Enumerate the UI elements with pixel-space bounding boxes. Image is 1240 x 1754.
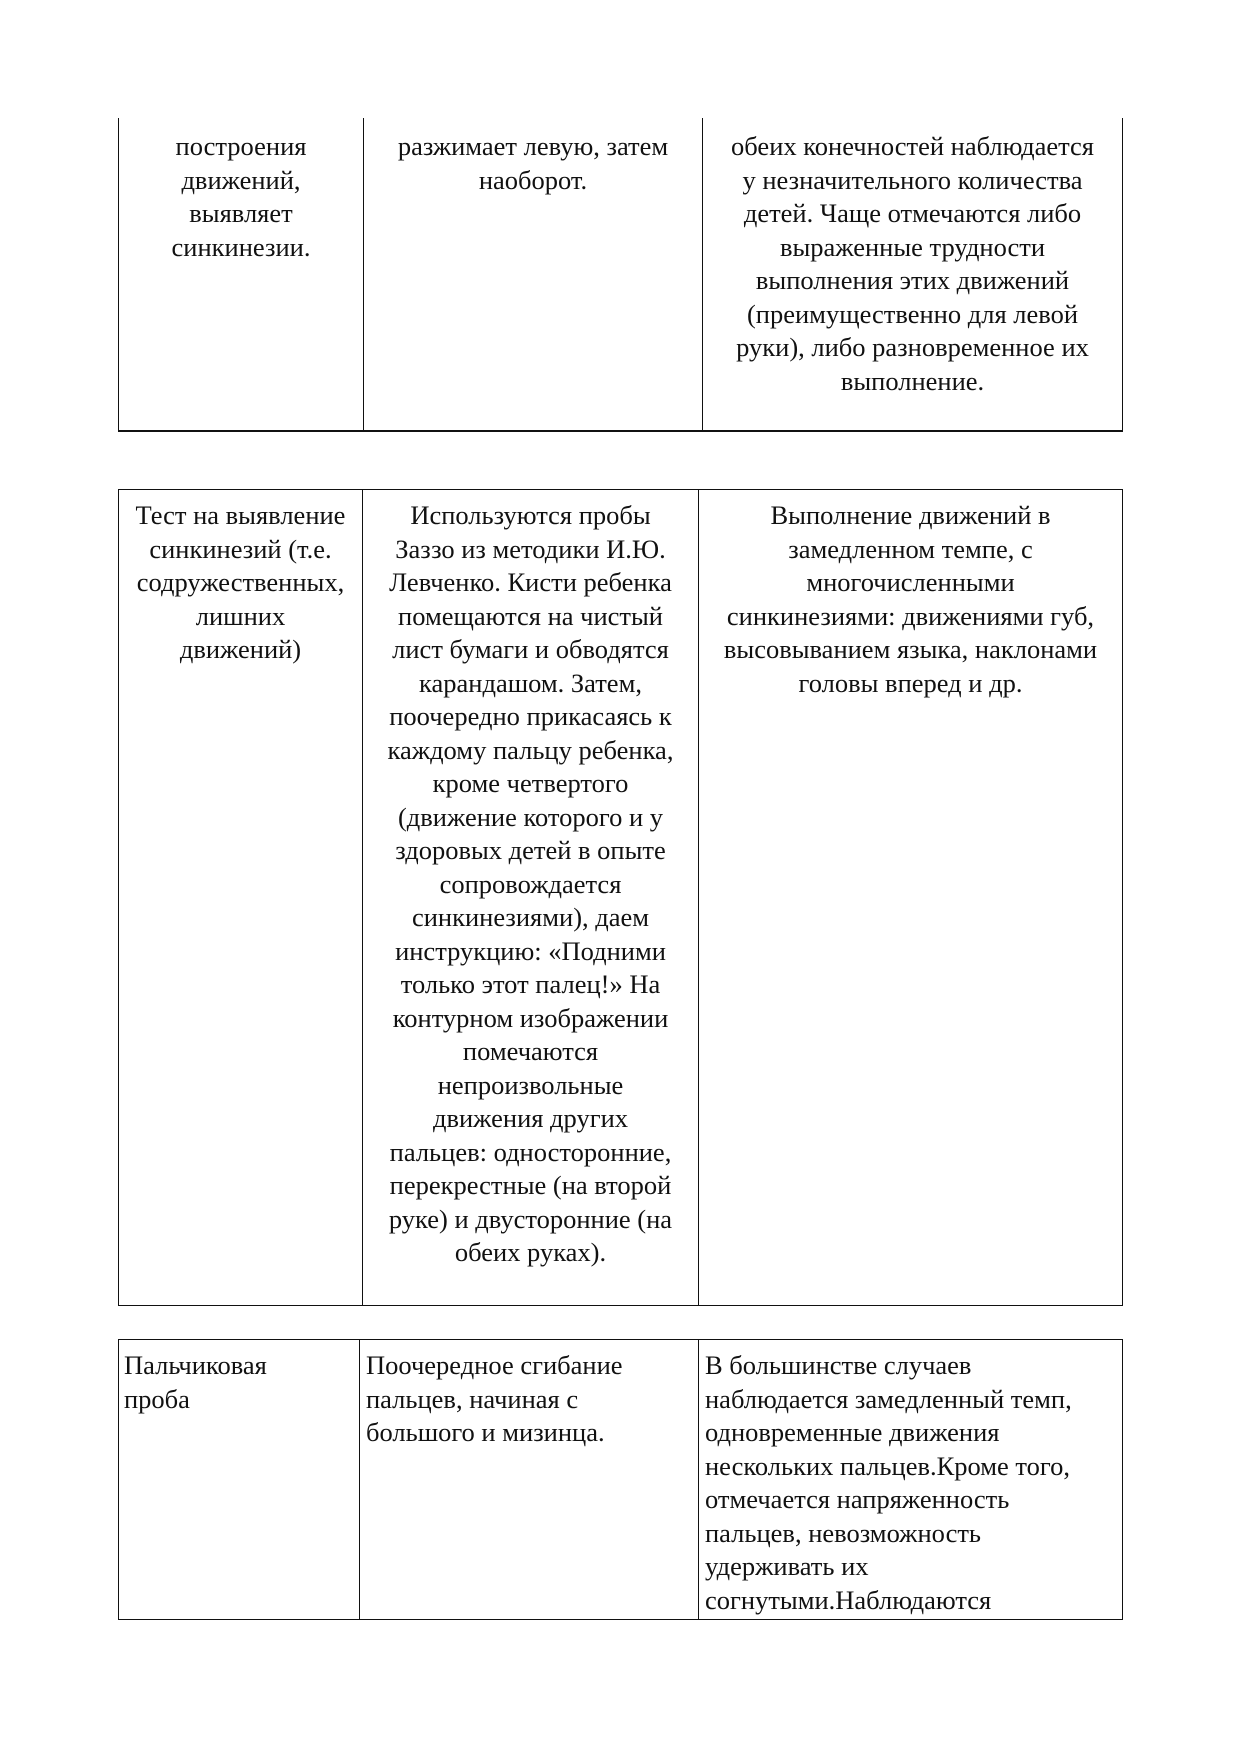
- table-synkinesis-test: [118, 489, 1123, 1306]
- cell-method: Используются пробы Заззо из методики И.Ю. Левченко. Кисти ребенка помещаются на чистый лист бумаги и обводятся карандашом. Затем, поочередно прикасаясь к каждому пальцу ребенка, кроме четвертого (движение которого и у здоровых детей в опыте сопровождается синкинезиями), даем инструкцию: «Подними только этот палец!» На контурном изображении помечаются непроизвольные движения других пальцев: односторонние, перекрестные (на второй руке) и двусторонние (на обеих руках).: [363, 490, 699, 1305]
- cell-test-name: Пальчиковая проба: [119, 1340, 360, 1619]
- cell-method: разжимает левую, затем наоборот.: [364, 118, 703, 430]
- cell-result: Выполнение движений в замедленном темпе, с многочисленными синкинезиями: движениями губ, высовыванием языка, наклонами головы вперед и др.: [723, 500, 1098, 698]
- cell-method: Поочередное сгибание пальцев, начиная с большого и мизинца.: [360, 1340, 699, 1619]
- cell-result: обеих конечностей наблюдается у незначительного количества детей. Чаще отмечаются либо выраженные трудности выполнения этих движений (преимущественно для левой руки), либо разновременное их выполнение.: [731, 131, 1094, 396]
- cell-result: В большинстве случаев наблюдается замедленный темп, одновременные движения нескольких пальцев.Кроме того, отмечается напряженность пальцев, невозможность удерживать их согнутыми.Наблюдаются: [705, 1350, 1072, 1615]
- table-finger-test: [118, 1339, 1123, 1620]
- cell-test-name: Тест на выявление синкинезий (т.е. содружественных, лишних движений): [119, 490, 363, 1305]
- table-continued-row: [118, 118, 1123, 432]
- cell-test-name: построения движений, выявляет синкинезии.: [119, 118, 364, 430]
